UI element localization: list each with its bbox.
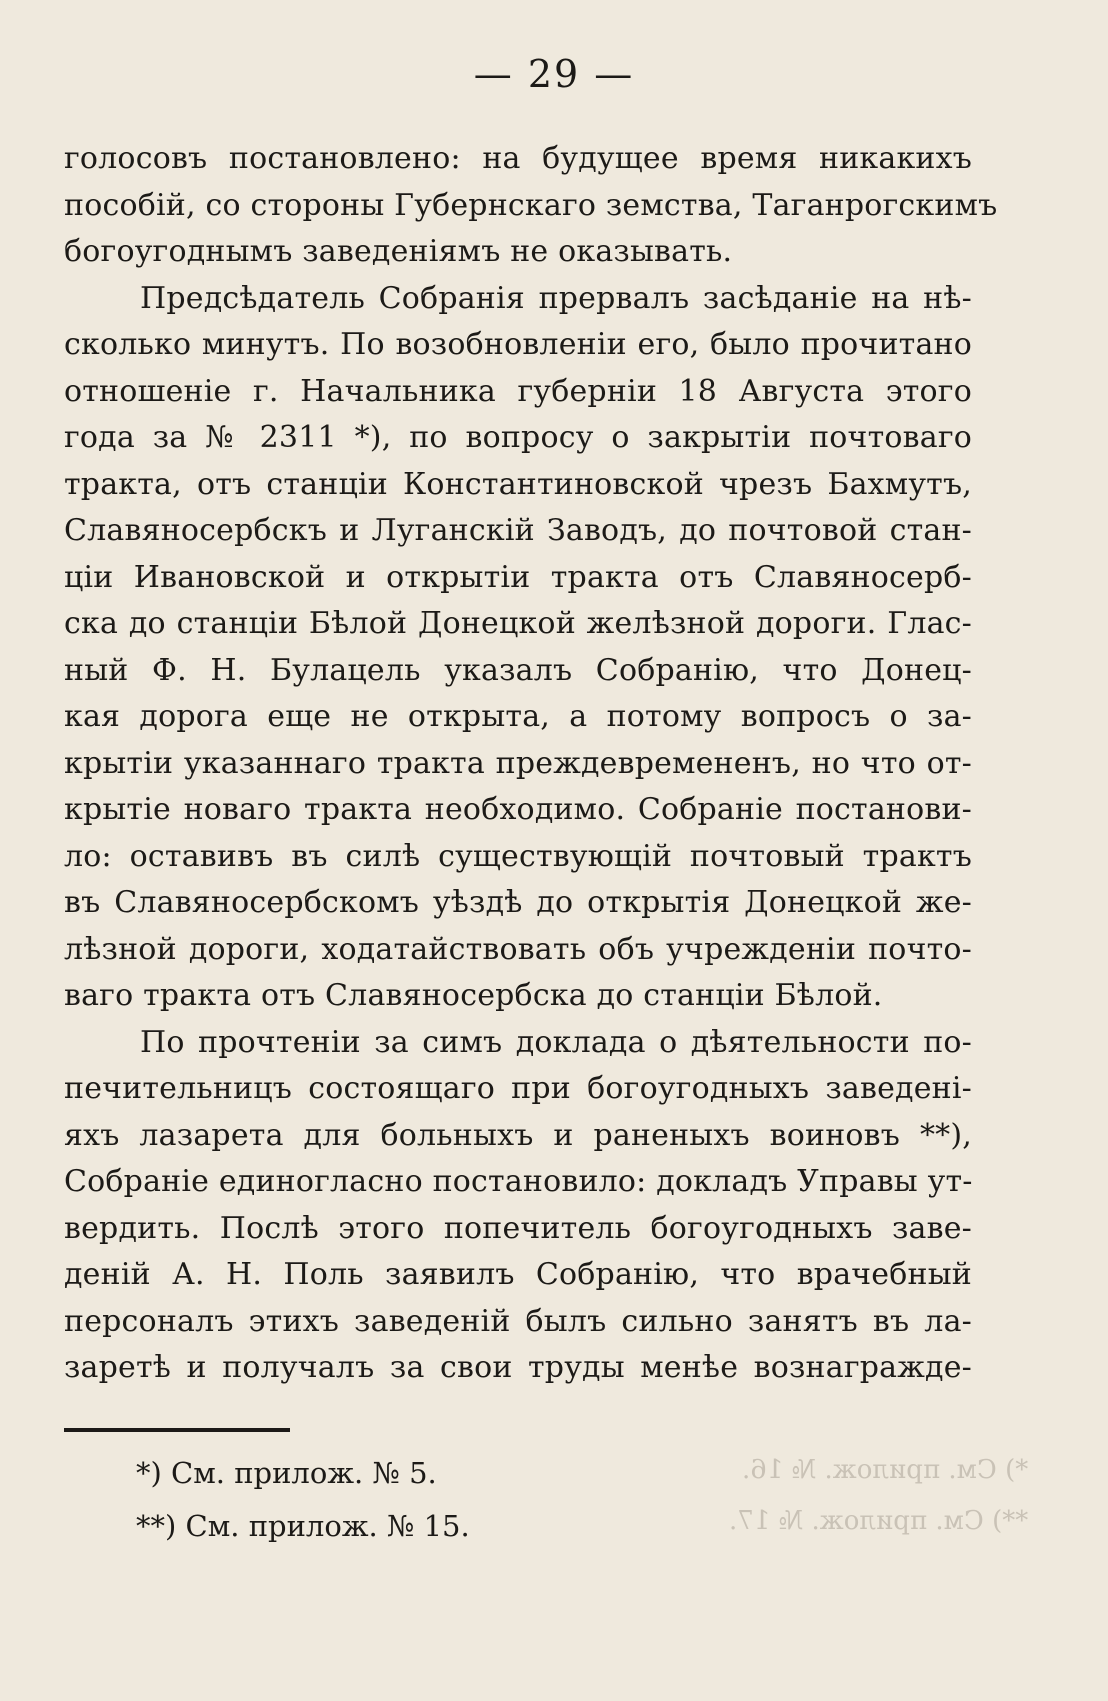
text-line: въ Славяносербскомъ уѣздѣ до открытія Донецкой же- (64, 885, 972, 920)
text-line: Собраніе единогласно постановило: докладъ Управы ут- (64, 1164, 973, 1199)
text-line: ваго тракта отъ Славяносербска до станціи Бѣлой. (64, 978, 883, 1013)
text-line: яхъ лазарета для больныхъ и раненыхъ воиновъ **), (64, 1117, 972, 1153)
text-line: тракта, отъ станціи Константиновской чрезъ Бахмутъ, (64, 466, 972, 502)
footnotes (136, 1447, 636, 1553)
text-line: ный Ф. Н. Булацель указалъ Собранію, что Донец- (64, 652, 972, 688)
footnote: **) См. прилож. № 15. (136, 1509, 470, 1543)
text-line: сколько минутъ. По возобновленіи его, было прочитано (64, 327, 972, 362)
text-line: крытіе новаго тракта необходимо. Собраніе постанови- (64, 792, 972, 827)
text-line: пособій, со стороны Губернскаго земства, Таганрогскимъ (64, 187, 998, 223)
text-line: года за № 2311 *), по вопросу о закрытіи почтоваго (64, 420, 972, 455)
text-line: голосовъ постановлено: на будущее время никакихъ (64, 141, 972, 176)
page-number: — 29 — (473, 52, 635, 96)
footnote-divider (64, 1428, 290, 1432)
text-line: ло: оставивъ въ силѣ существующій почтовый трактъ (64, 838, 972, 874)
text-line: Славяносербскъ и Луганскій Заводъ, до почтовой стан- (64, 513, 972, 548)
footnote: *) См. прилож. № 5. (136, 1456, 437, 1490)
text-line: Предсѣдатель Собранія прервалъ засѣданіе на нѣ- (140, 280, 972, 316)
bleed-through-text: *) См. прилож. № 16. (741, 1455, 1028, 1485)
text-line: вердить. Послѣ этого попечитель богоугодныхъ заве- (64, 1210, 972, 1246)
text-line: печительницъ состоящаго при богоугодныхъ заведені- (64, 1071, 972, 1106)
text-line: деній А. Н. Поль заявилъ Собранію, что врачебный (64, 1257, 972, 1292)
text-line: кая дорога еще не открыта, а потому вопросъ о за- (64, 699, 972, 734)
text-line: отношеніе г. Начальника губерніи 18 Августа этого (64, 373, 972, 409)
text-line: крытіи указаннаго тракта преждевремененъ, но что от- (64, 745, 972, 781)
text-line: ска до станціи Бѣлой Донецкой желѣзной дороги. Глас- (64, 606, 972, 641)
text-line: По прочтеніи за симъ доклада о дѣятельности по- (140, 1024, 972, 1060)
text-line: лѣзной дороги, ходатайствовать объ учрежденіи почто- (64, 931, 972, 967)
bleed-through-text: **) См. прилож. № 17. (728, 1506, 1028, 1536)
text-line: ціи Ивановской и открытіи тракта отъ Славяносерб- (64, 559, 972, 595)
text-line: персоналъ этихъ заведеній былъ сильно занятъ въ ла- (64, 1303, 972, 1339)
body-text (64, 136, 998, 1392)
text-line: заретѣ и получалъ за свои труды менѣе вознагражде- (64, 1350, 972, 1385)
text-line: богоугоднымъ заведеніямъ не оказывать. (64, 234, 733, 269)
